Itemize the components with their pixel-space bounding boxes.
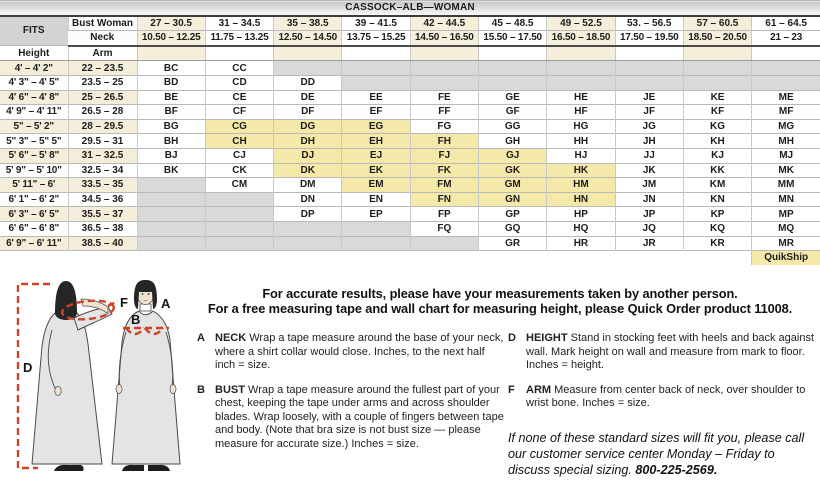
- header-spacer-cell: [410, 46, 478, 61]
- size-code-cell: HK: [547, 163, 615, 178]
- size-code-cell: MM: [752, 178, 820, 193]
- neck-range-cell: 16.50 – 18.50: [547, 31, 615, 46]
- instruction-bust: [197, 384, 505, 452]
- size-code-cell: CF: [205, 105, 273, 120]
- size-code-cell: FM: [410, 178, 478, 193]
- bust-range-cell: 57 – 60.5: [683, 16, 751, 31]
- size-unavailable-cell: [547, 61, 615, 76]
- size-unavailable-cell: [342, 61, 410, 76]
- size-code-cell: DP: [274, 207, 342, 222]
- size-unavailable-cell: [342, 236, 410, 251]
- instruction-letter-a: A: [197, 332, 205, 344]
- neck-range-cell: 21 – 23: [752, 31, 820, 46]
- arm-col-header: Arm: [68, 46, 137, 61]
- size-code-cell: GG: [478, 119, 546, 134]
- instruction-letter-f: F: [508, 383, 515, 396]
- size-code-cell: CE: [205, 90, 273, 105]
- bust-range-cell: 61 – 64.5: [752, 16, 820, 31]
- neck-range-cell: 13.75 – 15.25: [342, 31, 410, 46]
- size-code-cell: HF: [547, 105, 615, 120]
- size-code-cell: MG: [752, 119, 820, 134]
- size-code-cell: KF: [683, 105, 751, 120]
- size-code-cell: DG: [274, 119, 342, 134]
- size-unavailable-cell: [274, 61, 342, 76]
- height-cell: 6' 9" – 6' 11": [0, 236, 68, 251]
- size-code-cell: KK: [683, 163, 751, 178]
- bust-range-cell: 42 – 44.5: [410, 16, 478, 31]
- size-code-cell: BH: [137, 134, 205, 149]
- size-code-cell: JM: [615, 178, 683, 193]
- size-code-cell: DD: [274, 75, 342, 90]
- size-code-cell: GH: [478, 134, 546, 149]
- size-unavailable-cell: [615, 75, 683, 90]
- size-code-cell: GK: [478, 163, 546, 178]
- bust-range-cell: 53. – 56.5: [615, 16, 683, 31]
- size-code-cell: KE: [683, 90, 751, 105]
- size-code-cell: JP: [615, 207, 683, 222]
- size-code-cell: EK: [342, 163, 410, 178]
- size-code-cell: MK: [752, 163, 820, 178]
- figure-label-a: A: [161, 296, 171, 311]
- size-code-cell: DF: [274, 105, 342, 120]
- size-code-cell: DE: [274, 90, 342, 105]
- instruction-letter-d: D: [508, 332, 516, 344]
- bust-range-cell: 31 – 34.5: [205, 16, 273, 31]
- size-code-cell: FP: [410, 207, 478, 222]
- size-unavailable-cell: [137, 192, 205, 207]
- size-code-cell: GM: [478, 178, 546, 193]
- size-code-cell: DK: [274, 163, 342, 178]
- arm-cell: 38.5 – 40: [68, 236, 137, 251]
- height-col-header: Height: [0, 46, 68, 61]
- size-unavailable-cell: [205, 221, 273, 236]
- height-cell: 5' 9" – 5' 10": [0, 163, 68, 178]
- size-unavailable-cell: [205, 207, 273, 222]
- size-code-cell: MN: [752, 192, 820, 207]
- size-code-cell: HE: [547, 90, 615, 105]
- height-cell: 5' 11" – 6': [0, 178, 68, 193]
- intro-line-2: For a free measuring tape and wall chart for measuring height, please Quick Order product 11008.: [207, 301, 793, 316]
- back-view-figure: [32, 281, 118, 471]
- intro-line-1: For accurate results, please have your measurements taken by another person.: [262, 286, 738, 301]
- size-unavailable-cell: [478, 61, 546, 76]
- size-code-cell: KJ: [683, 148, 751, 163]
- size-code-cell: JJ: [615, 148, 683, 163]
- special-sizing-note: If none of these standard sizes will fit you, please call our customer service center Monday – Friday to discuss special sizing. 800-225-2569.: [508, 430, 805, 477]
- instruction-bust-text: BUST Wrap a tape measure around the fullest part of your chest, keeping the tape under arms and across shoulder blades. Wrap loosely, with a couple of fingers between tape and body. (Note that bra size is not bust size — please measure for accurate size.) Inches = size.: [215, 383, 504, 450]
- size-code-cell: JG: [615, 119, 683, 134]
- size-code-cell: KM: [683, 178, 751, 193]
- size-code-cell: EM: [342, 178, 410, 193]
- size-code-cell: FJ: [410, 148, 478, 163]
- size-code-cell: GJ: [478, 148, 546, 163]
- intro-text: [185, 286, 815, 316]
- size-code-cell: EJ: [342, 148, 410, 163]
- arm-cell: 25 – 26.5: [68, 90, 137, 105]
- height-cell: 5' 6" – 5' 8": [0, 148, 68, 163]
- bust-range-cell: 49 – 52.5: [547, 16, 615, 31]
- size-unavailable-cell: [342, 75, 410, 90]
- instruction-neck-text: NECK Wrap a tape measure around the base of your neck, where a shirt collar would close. Inches, to the next half inch = size.: [215, 332, 504, 371]
- instructions-column-right: [508, 332, 816, 422]
- size-code-cell: MJ: [752, 148, 820, 163]
- height-cell: 4' 3" – 4' 5": [0, 75, 68, 90]
- size-code-cell: JF: [615, 105, 683, 120]
- measurement-figures-illustration: [4, 280, 194, 480]
- size-unavailable-cell: [137, 178, 205, 193]
- size-code-cell: BE: [137, 90, 205, 105]
- height-cell: 4' – 4' 2": [0, 61, 68, 76]
- size-code-cell: BF: [137, 105, 205, 120]
- size-code-cell: MF: [752, 105, 820, 120]
- height-cell: 6' 6" – 6' 8": [0, 221, 68, 236]
- size-code-cell: HQ: [547, 221, 615, 236]
- neck-range-cell: 14.50 – 16.50: [410, 31, 478, 46]
- bust-range-cell: 35 – 38.5: [274, 16, 342, 31]
- header-spacer-cell: [547, 46, 615, 61]
- size-code-cell: BJ: [137, 148, 205, 163]
- size-unavailable-cell: [137, 221, 205, 236]
- arm-cell: 28 – 29.5: [68, 119, 137, 134]
- size-unavailable-cell: [615, 61, 683, 76]
- size-code-cell: CM: [205, 178, 273, 193]
- arm-cell: 35.5 – 37: [68, 207, 137, 222]
- size-code-cell: CJ: [205, 148, 273, 163]
- size-code-cell: FQ: [410, 221, 478, 236]
- header-spacer-cell: [615, 46, 683, 61]
- size-code-cell: JH: [615, 134, 683, 149]
- size-code-cell: MR: [752, 236, 820, 251]
- fits-label: FITS: [0, 16, 68, 46]
- size-code-cell: FH: [410, 134, 478, 149]
- size-code-cell: DN: [274, 192, 342, 207]
- size-unavailable-cell: [274, 221, 342, 236]
- bust-range-cell: 27 – 30.5: [137, 16, 205, 31]
- size-code-cell: BD: [137, 75, 205, 90]
- size-unavailable-cell: [274, 236, 342, 251]
- size-code-cell: JR: [615, 236, 683, 251]
- size-code-cell: JE: [615, 90, 683, 105]
- size-code-cell: KN: [683, 192, 751, 207]
- size-code-cell: KH: [683, 134, 751, 149]
- size-code-cell: GF: [478, 105, 546, 120]
- size-code-cell: GE: [478, 90, 546, 105]
- size-code-cell: CC: [205, 61, 273, 76]
- size-unavailable-cell: [683, 75, 751, 90]
- size-code-cell: BC: [137, 61, 205, 76]
- bust-range-cell: 39 – 41.5: [342, 16, 410, 31]
- size-code-cell: FG: [410, 119, 478, 134]
- size-code-cell: DJ: [274, 148, 342, 163]
- size-unavailable-cell: [137, 236, 205, 251]
- neck-range-cell: 11.75 – 13.25: [205, 31, 273, 46]
- size-unavailable-cell: [752, 61, 820, 76]
- instruction-arm: [508, 384, 816, 411]
- neck-range-cell: 12.50 – 14.50: [274, 31, 342, 46]
- size-code-cell: BG: [137, 119, 205, 134]
- size-code-cell: GQ: [478, 221, 546, 236]
- figure-label-d: D: [23, 360, 33, 375]
- size-code-cell: DH: [274, 134, 342, 149]
- neck-range-cell: 18.50 – 20.50: [683, 31, 751, 46]
- size-unavailable-cell: [478, 75, 546, 90]
- header-spacer-cell: [137, 46, 205, 61]
- size-unavailable-cell: [137, 207, 205, 222]
- size-code-cell: CK: [205, 163, 273, 178]
- size-code-cell: HP: [547, 207, 615, 222]
- height-cell: 4' 6" – 4' 8": [0, 90, 68, 105]
- height-cell: 6' 1" – 6' 2": [0, 192, 68, 207]
- size-unavailable-cell: [410, 75, 478, 90]
- height-cell: 6' 3" – 6' 5": [0, 207, 68, 222]
- size-code-cell: KQ: [683, 221, 751, 236]
- size-code-cell: DM: [274, 178, 342, 193]
- size-code-cell: GN: [478, 192, 546, 207]
- neck-range-cell: 10.50 – 12.25: [137, 31, 205, 46]
- bust-range-cell: 45 – 48.5: [478, 16, 546, 31]
- figure-label-b: B: [131, 312, 141, 327]
- size-code-cell: KG: [683, 119, 751, 134]
- arm-cell: 29.5 – 31: [68, 134, 137, 149]
- height-cell: 5" – 5' 2": [0, 119, 68, 134]
- header-spacer-cell: [683, 46, 751, 61]
- neck-row-label: Neck: [68, 31, 137, 46]
- size-unavailable-cell: [410, 236, 478, 251]
- size-code-cell: HJ: [547, 148, 615, 163]
- size-code-cell: FK: [410, 163, 478, 178]
- size-code-cell: JN: [615, 192, 683, 207]
- size-code-cell: JK: [615, 163, 683, 178]
- size-code-cell: GR: [478, 236, 546, 251]
- size-code-cell: HM: [547, 178, 615, 193]
- size-code-cell: HH: [547, 134, 615, 149]
- header-spacer-cell: [274, 46, 342, 61]
- size-code-cell: FE: [410, 90, 478, 105]
- size-code-cell: FN: [410, 192, 478, 207]
- size-unavailable-cell: [410, 61, 478, 76]
- quikship-row-spacer: [0, 251, 752, 265]
- quikship-badge: QuikShip: [752, 251, 820, 265]
- arm-cell: 26.5 – 28: [68, 105, 137, 120]
- instruction-letter-b: B: [197, 383, 205, 396]
- size-unavailable-cell: [205, 236, 273, 251]
- size-code-cell: KR: [683, 236, 751, 251]
- size-unavailable-cell: [683, 61, 751, 76]
- bust-row-label: Bust Woman: [68, 16, 137, 31]
- arm-cell: 33.5 – 35: [68, 178, 137, 193]
- size-unavailable-cell: [547, 75, 615, 90]
- size-code-cell: JQ: [615, 221, 683, 236]
- size-code-cell: MP: [752, 207, 820, 222]
- size-code-cell: CH: [205, 134, 273, 149]
- neck-range-cell: 17.50 – 19.50: [615, 31, 683, 46]
- header-spacer-cell: [205, 46, 273, 61]
- phone-number: 800-225-2569.: [635, 462, 718, 477]
- size-code-cell: HN: [547, 192, 615, 207]
- height-cell: 5" 3" – 5" 5": [0, 134, 68, 149]
- size-code-cell: GP: [478, 207, 546, 222]
- size-code-cell: EF: [342, 105, 410, 120]
- size-code-cell: HG: [547, 119, 615, 134]
- size-code-cell: HR: [547, 236, 615, 251]
- size-code-cell: BK: [137, 163, 205, 178]
- arm-cell: 32.5 – 34: [68, 163, 137, 178]
- size-code-cell: EG: [342, 119, 410, 134]
- header-spacer-cell: [752, 46, 820, 61]
- header-spacer-cell: [342, 46, 410, 61]
- arm-cell: 23.5 – 25: [68, 75, 137, 90]
- height-cell: 4' 9" – 4' 11": [0, 105, 68, 120]
- arm-cell: 34.5 – 36: [68, 192, 137, 207]
- instruction-height-text: HEIGHT Stand in stocking feet with heels and back against wall. Mark height on wall and measure from mark to floor. Inches = height.: [526, 332, 814, 371]
- arm-cell: 22 – 23.5: [68, 61, 137, 76]
- arm-cell: 36.5 – 38: [68, 221, 137, 236]
- size-code-cell: EH: [342, 134, 410, 149]
- figure-label-f: F: [120, 295, 128, 310]
- size-unavailable-cell: [342, 221, 410, 236]
- size-code-cell: KP: [683, 207, 751, 222]
- instruction-neck: [197, 332, 505, 373]
- instruction-arm-text: ARM Measure from center back of neck, over shoulder to wrist bone. Inches = size.: [526, 383, 806, 409]
- size-code-cell: EN: [342, 192, 410, 207]
- size-unavailable-cell: [752, 75, 820, 90]
- header-spacer-cell: [478, 46, 546, 61]
- size-code-cell: EP: [342, 207, 410, 222]
- instructions-column-left: [197, 332, 505, 462]
- size-code-cell: MQ: [752, 221, 820, 236]
- size-code-cell: EE: [342, 90, 410, 105]
- size-code-cell: ME: [752, 90, 820, 105]
- size-code-cell: MH: [752, 134, 820, 149]
- arm-cell: 31 – 32.5: [68, 148, 137, 163]
- neck-range-cell: 15.50 – 17.50: [478, 31, 546, 46]
- instruction-height: [508, 332, 816, 373]
- size-code-cell: CD: [205, 75, 273, 90]
- size-code-cell: CG: [205, 119, 273, 134]
- size-unavailable-cell: [205, 192, 273, 207]
- size-code-cell: FF: [410, 105, 478, 120]
- table-title: CASSOCK–ALB—WOMAN: [0, 1, 820, 16]
